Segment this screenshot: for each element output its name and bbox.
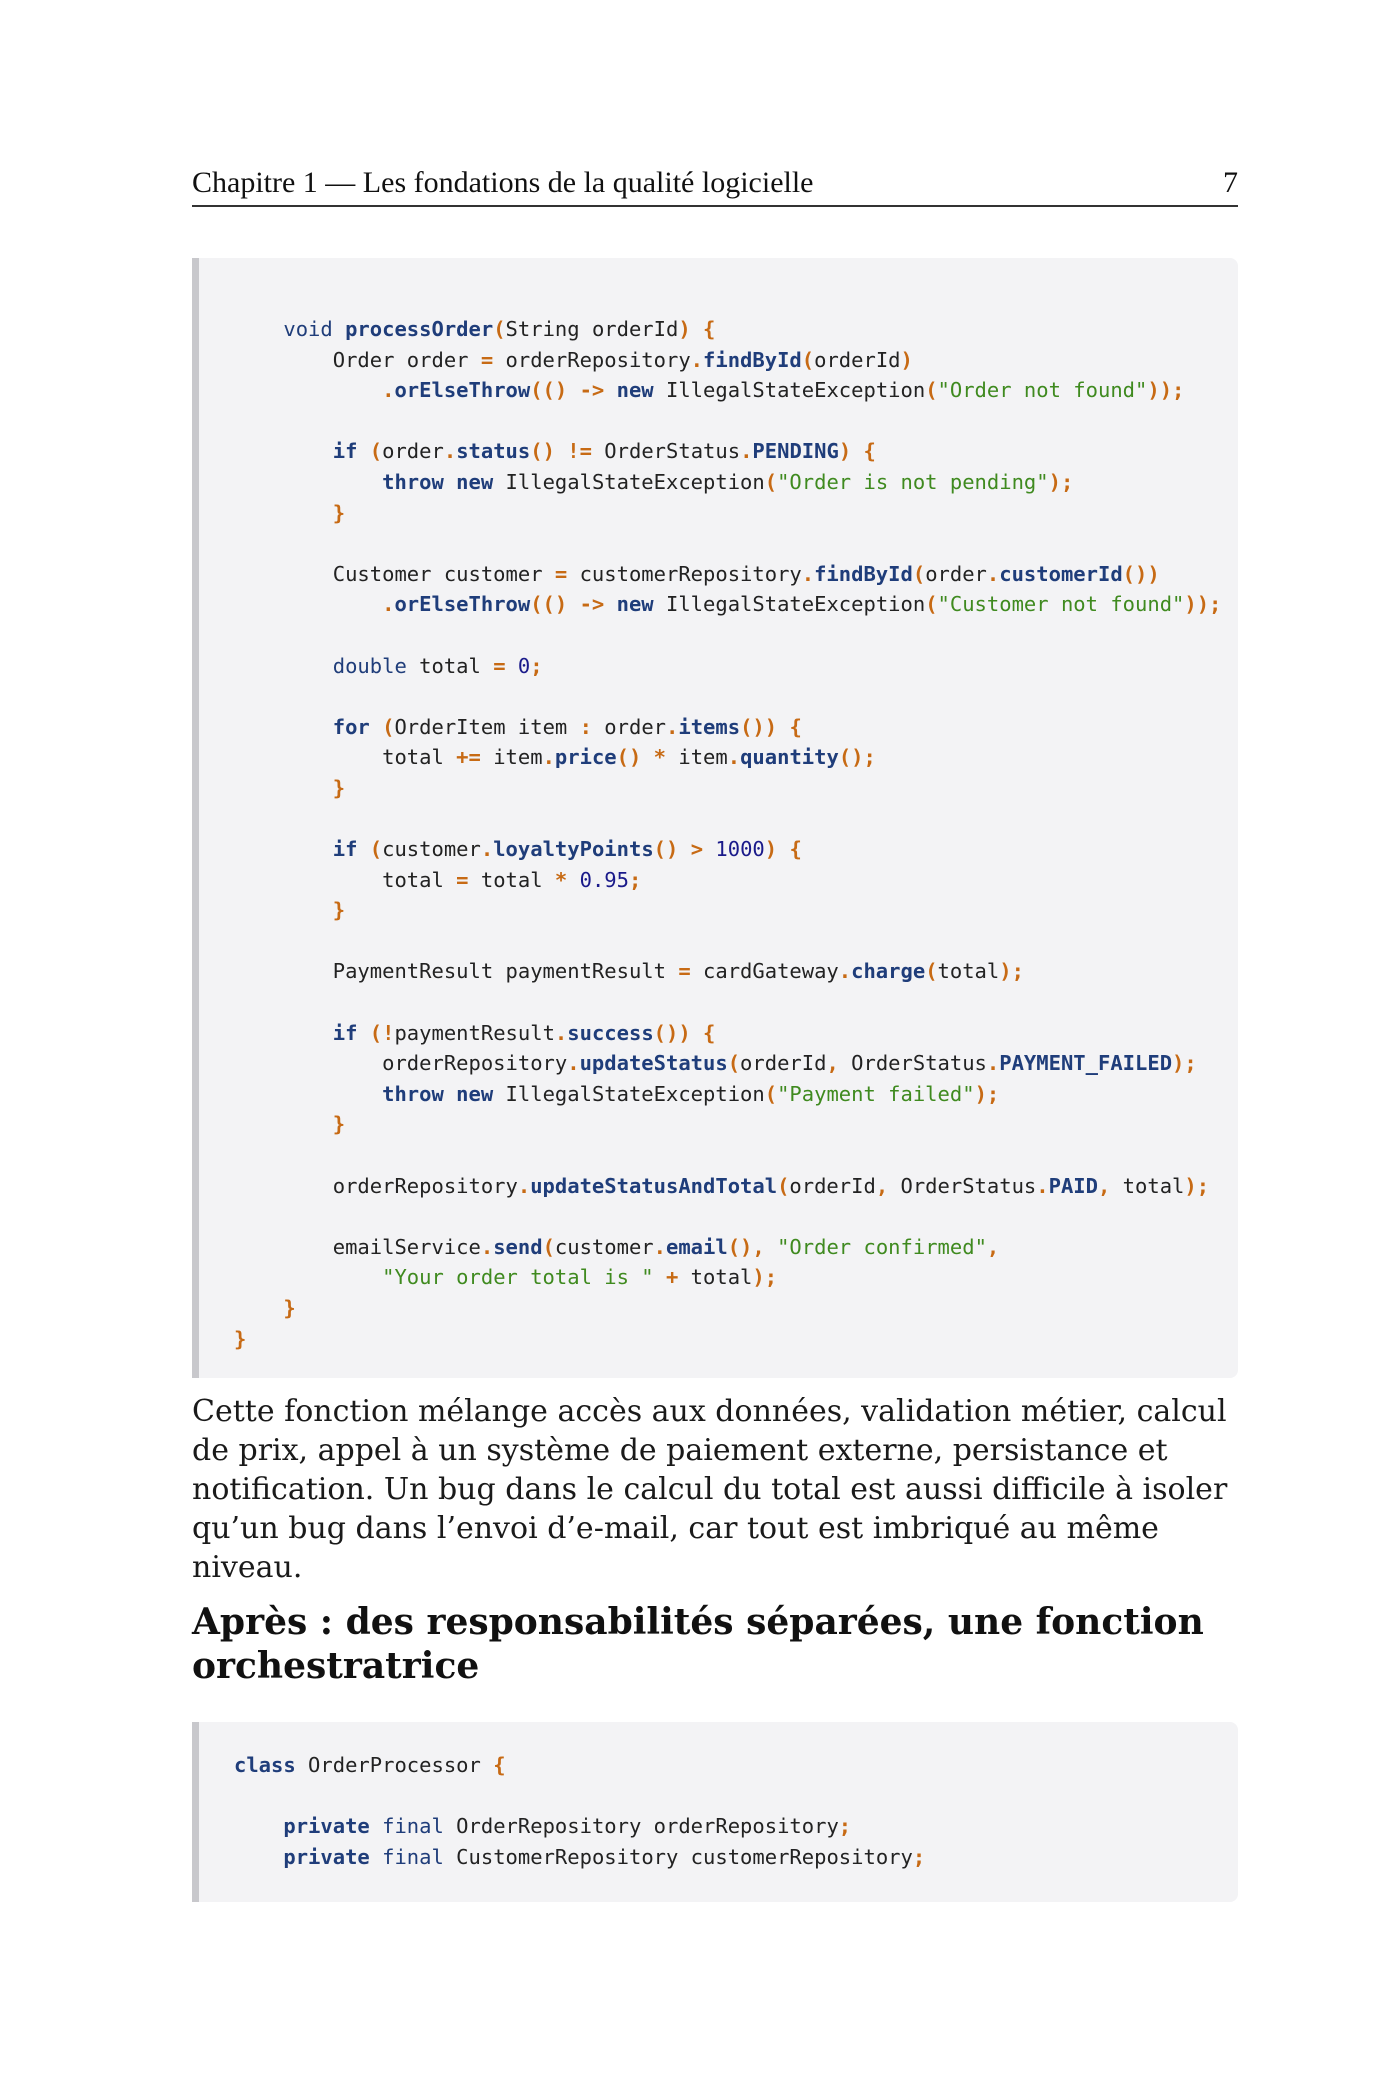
code-token: {	[789, 837, 802, 862]
code-token: .	[801, 561, 815, 586]
code-token: }	[332, 898, 346, 923]
code-token: customer	[554, 1234, 654, 1259]
code-token: 1000	[715, 837, 765, 862]
code-token: IllegalStateException	[493, 1081, 765, 1106]
code-token: findById	[814, 561, 913, 586]
code-token	[370, 1845, 382, 1869]
code-token: quantity	[740, 745, 839, 770]
code-line	[234, 1140, 1221, 1171]
code-token: .	[986, 1051, 1000, 1076]
code-token: {	[703, 317, 716, 341]
code-token	[234, 378, 382, 402]
section-heading: Après : des responsabilités séparées, une fonction orchestratrice	[192, 1601, 1204, 1687]
code-token: ;	[912, 1844, 926, 1869]
code-token: order	[925, 561, 987, 586]
code-token: IllegalStateException	[653, 378, 926, 403]
code-token: emailService	[234, 1234, 481, 1259]
code-token: status	[456, 439, 531, 464]
code-line	[234, 1018, 1221, 1049]
code-token: (	[369, 439, 383, 464]
code-token: .	[690, 347, 704, 372]
code-line	[234, 834, 1221, 865]
code-token: OrderRepository orderRepository	[443, 1814, 839, 1839]
code-token: ,	[986, 1234, 1000, 1259]
code-line	[234, 742, 1221, 773]
code-token: orderId	[814, 347, 901, 372]
code-token: total	[468, 867, 555, 892]
code-token: "Order is not pending"	[777, 469, 1049, 494]
code-token: if	[332, 837, 358, 862]
code-line	[234, 926, 1221, 957]
code-token	[691, 1021, 703, 1045]
code-token: customer	[382, 837, 481, 862]
code-token: .	[653, 1234, 666, 1259]
code-line	[234, 559, 1221, 590]
code-token: orElseThrow	[394, 592, 531, 617]
code-token: cardGateway	[690, 959, 839, 984]
code-token: throw	[382, 1081, 444, 1106]
code-token: .	[986, 561, 1000, 586]
code-token: "Customer not found"	[937, 592, 1185, 617]
code-token: send	[493, 1234, 543, 1259]
code-token: updateStatusAndTotal	[530, 1173, 778, 1198]
code-token	[234, 776, 333, 800]
code-token: =	[493, 653, 506, 678]
code-token	[678, 837, 690, 861]
code-token: *	[554, 867, 568, 892]
code-line	[234, 712, 1221, 743]
code-token: .	[382, 592, 395, 617]
code-line	[234, 895, 1221, 926]
code-token: =	[480, 347, 494, 372]
code-token: 0.95	[579, 867, 629, 892]
code-token	[234, 439, 333, 463]
code-token	[444, 1082, 456, 1106]
code-token: orderId	[740, 1051, 827, 1076]
code-token: ,	[875, 1173, 889, 1198]
code-token: OrderStatus	[838, 1051, 987, 1076]
code-token: loyaltyPoints	[493, 837, 654, 862]
code-token: "Order not found"	[937, 378, 1148, 403]
code-token: .	[727, 745, 741, 770]
code-token	[370, 1814, 382, 1838]
code-token: class	[234, 1753, 296, 1777]
code-token: orderRepository	[493, 347, 691, 372]
code-token: processOrder	[345, 317, 494, 341]
code-token	[357, 837, 369, 861]
code-token	[851, 439, 863, 463]
code-token: (	[493, 317, 506, 341]
code-token: email	[666, 1234, 728, 1259]
code-token: paymentResult	[394, 1020, 555, 1045]
code-line	[234, 1109, 1221, 1140]
code-token: total	[234, 867, 457, 892]
code-token: );	[1172, 1051, 1197, 1076]
code-token: OrderProcessor	[295, 1753, 494, 1777]
code-line	[234, 865, 1221, 896]
code-token: =	[678, 959, 691, 984]
code-token: ,	[826, 1051, 839, 1076]
code-token: ())	[1122, 561, 1160, 586]
code-token: (	[542, 1234, 555, 1259]
code-token: +	[665, 1265, 679, 1290]
code-token: ;	[530, 653, 543, 678]
code-line	[234, 1781, 925, 1812]
code-line	[234, 589, 1221, 620]
code-token	[567, 592, 579, 616]
code-listing	[234, 1750, 925, 1872]
code-token: total	[937, 959, 1000, 984]
code-line	[234, 987, 1221, 1018]
code-token: (	[369, 837, 383, 862]
code-token: total	[678, 1265, 753, 1290]
code-line	[234, 1293, 1221, 1324]
code-line	[234, 1811, 925, 1842]
code-token: ()	[653, 837, 679, 862]
code-token: PAYMENT_FAILED	[999, 1051, 1173, 1076]
code-token	[765, 1235, 777, 1259]
code-line	[234, 1324, 1221, 1355]
code-token: findById	[703, 347, 802, 372]
code-line	[234, 406, 1221, 437]
code-token: (	[925, 959, 938, 984]
body-paragraph: Cette fonction mélange accès aux données, validation métier, calcul de prix, appel à un système de paiement externe, persistance et notification. Un bug dans le calcul du total est aussi difficile à isoler qu’un bug dans l’envoi d’e-mail, car tout est imbriqué au même niveau.	[192, 1394, 1228, 1585]
code-token: .	[480, 837, 494, 862]
code-token: final	[382, 1814, 444, 1839]
code-line	[234, 1232, 1221, 1263]
code-token	[234, 837, 333, 861]
code-token	[234, 1265, 382, 1289]
code-token: private	[283, 1814, 370, 1839]
code-token: orderId	[789, 1173, 876, 1198]
code-block-process-order	[192, 258, 1238, 1378]
code-token: OrderStatus	[888, 1173, 1037, 1198]
code-token: );	[1048, 469, 1074, 494]
code-token	[604, 592, 616, 616]
code-line	[234, 651, 1221, 682]
code-line	[234, 1262, 1221, 1293]
code-token	[604, 378, 616, 402]
code-token: ;	[838, 1814, 852, 1839]
code-token: ));	[1147, 378, 1185, 403]
code-token	[654, 1265, 666, 1289]
code-token: ));	[1184, 592, 1222, 617]
code-token: (),	[727, 1234, 765, 1259]
code-token: Customer customer	[234, 561, 555, 586]
code-line	[234, 1201, 1221, 1232]
code-token: new	[456, 469, 494, 494]
code-token	[567, 868, 579, 892]
code-token	[567, 378, 579, 402]
code-token	[234, 1082, 382, 1106]
code-token: .	[838, 959, 852, 984]
code-token	[691, 317, 703, 341]
code-token: IllegalStateException	[493, 469, 765, 494]
code-token: {	[789, 714, 802, 739]
page-number: 7	[1223, 166, 1238, 199]
code-token: .	[517, 1173, 531, 1198]
code-token: item	[480, 745, 543, 770]
code-token	[703, 837, 715, 861]
code-listing	[234, 314, 1221, 1354]
code-token: .	[542, 745, 555, 770]
running-header	[192, 165, 1238, 207]
code-token: }	[332, 775, 346, 800]
code-token: total	[234, 745, 457, 770]
code-token: PAID	[1048, 1173, 1098, 1198]
code-token	[370, 715, 382, 739]
code-token: .	[382, 378, 395, 403]
code-token: String orderId	[505, 317, 679, 341]
code-token	[444, 470, 456, 494]
code-token: )	[900, 347, 913, 372]
code-token	[506, 654, 518, 678]
code-token: order	[591, 714, 667, 739]
code-token: final	[382, 1844, 444, 1869]
code-line	[234, 804, 1221, 835]
code-block-order-processor	[192, 1722, 1238, 1902]
code-line	[234, 528, 1221, 559]
code-token	[357, 439, 369, 463]
code-token: OrderStatus	[591, 439, 741, 464]
code-token	[777, 715, 789, 739]
code-token: {	[703, 1020, 716, 1045]
code-token: "Your order total is "	[382, 1265, 654, 1290]
code-token	[357, 1021, 369, 1045]
code-token: !=	[567, 439, 592, 464]
code-token: (	[727, 1051, 741, 1076]
code-token: }	[283, 1296, 296, 1320]
code-token: ())	[653, 1020, 691, 1045]
code-token: (	[382, 714, 395, 739]
code-token: double	[332, 653, 407, 678]
code-token: );	[1184, 1173, 1210, 1198]
code-token: );	[752, 1265, 778, 1290]
code-token	[777, 837, 789, 861]
code-token: );	[974, 1081, 1000, 1106]
code-token	[234, 1296, 283, 1320]
code-token: customerRepository	[567, 561, 802, 586]
code-token: PENDING	[752, 439, 839, 464]
code-token: }	[332, 500, 346, 525]
code-line	[234, 1750, 925, 1781]
code-token: (	[912, 561, 926, 586]
code-token: (()	[530, 592, 568, 617]
code-token	[234, 1845, 283, 1869]
code-token: =	[456, 867, 469, 892]
code-token: updateStatus	[579, 1051, 728, 1076]
code-token: new	[616, 378, 654, 403]
code-token: (	[801, 347, 815, 372]
code-line	[234, 1171, 1221, 1202]
code-token: total	[1110, 1173, 1185, 1198]
code-token: new	[616, 592, 654, 617]
code-token: if	[332, 1020, 358, 1045]
code-token: +=	[456, 745, 481, 770]
code-token: total	[406, 653, 494, 678]
code-token: }	[234, 1326, 247, 1351]
code-token	[234, 592, 382, 616]
code-line	[234, 436, 1221, 467]
code-token: ;	[628, 867, 642, 892]
code-line	[234, 314, 1221, 345]
code-line	[234, 498, 1221, 529]
code-token: );	[999, 959, 1024, 984]
code-line	[234, 1048, 1221, 1079]
code-line	[234, 1842, 925, 1873]
code-token: ())	[740, 714, 778, 739]
code-token: .	[666, 714, 679, 739]
code-token: Order order	[234, 347, 481, 372]
code-token: )	[678, 317, 691, 341]
code-token	[234, 1112, 333, 1136]
code-token	[234, 1021, 333, 1045]
code-line	[234, 681, 1221, 712]
code-token: orderRepository	[234, 1051, 568, 1076]
code-line	[234, 956, 1221, 987]
code-token: :	[579, 714, 592, 739]
code-token: price	[554, 745, 617, 770]
code-token: (()	[530, 378, 568, 403]
code-token: ->	[579, 592, 605, 617]
code-token: *	[653, 745, 667, 770]
code-token	[641, 745, 653, 769]
code-line	[234, 375, 1221, 406]
code-token: .	[443, 439, 457, 464]
code-token	[234, 501, 333, 525]
code-token: ()	[530, 439, 555, 464]
code-token: orderRepository	[234, 1173, 518, 1198]
code-token: throw	[382, 469, 444, 494]
code-token: item	[666, 745, 728, 770]
code-token: private	[283, 1844, 370, 1869]
code-token: PaymentResult paymentResult	[234, 959, 679, 984]
code-token: items	[678, 714, 741, 739]
code-token	[234, 654, 333, 678]
code-token: =	[554, 561, 568, 586]
code-token: {	[493, 1753, 506, 1777]
code-token: .	[480, 1234, 494, 1259]
code-token: }	[332, 1112, 346, 1137]
code-token: "Payment failed"	[777, 1081, 975, 1106]
code-token: )	[764, 837, 778, 862]
code-token: success	[567, 1020, 654, 1045]
code-token: (	[764, 469, 778, 494]
code-token: ();	[838, 745, 876, 770]
code-token: (!	[369, 1020, 395, 1045]
code-token: CustomerRepository customerRepository	[443, 1844, 913, 1869]
code-token: (	[925, 378, 938, 403]
chapter-title: Chapitre 1 — Les fondations de la qualité logicielle	[192, 166, 814, 199]
code-token: >	[690, 837, 704, 862]
code-token: void	[283, 317, 333, 341]
code-token: "Order confirmed"	[777, 1234, 987, 1259]
code-token: (	[777, 1173, 790, 1198]
code-token: for	[332, 714, 370, 739]
code-token: ->	[579, 378, 605, 403]
code-token: orElseThrow	[394, 378, 531, 403]
code-line	[234, 467, 1221, 498]
code-token	[234, 898, 333, 922]
code-line	[234, 773, 1221, 804]
code-token: {	[863, 439, 876, 464]
code-token: order	[382, 439, 444, 464]
code-token: 0	[517, 653, 531, 678]
code-token: (	[764, 1081, 778, 1106]
code-token: new	[456, 1081, 494, 1106]
code-token: OrderItem item	[394, 714, 580, 739]
code-token: charge	[851, 959, 926, 984]
code-token: )	[838, 439, 852, 464]
code-token: .	[554, 1020, 568, 1045]
code-token	[333, 317, 345, 341]
code-token: .	[567, 1051, 580, 1076]
code-token: ,	[1097, 1173, 1111, 1198]
code-token	[555, 439, 567, 463]
code-token: if	[332, 439, 358, 464]
code-token: IllegalStateException	[653, 592, 926, 617]
code-token: ()	[616, 745, 642, 770]
code-token	[234, 715, 333, 739]
code-token: .	[1036, 1173, 1049, 1198]
code-line	[234, 345, 1221, 376]
code-token: customerId	[999, 561, 1123, 586]
code-token: (	[925, 592, 938, 617]
code-line	[234, 1079, 1221, 1110]
code-line	[234, 620, 1221, 651]
code-token	[234, 317, 283, 341]
code-token: .	[740, 439, 753, 464]
code-token	[234, 1814, 283, 1838]
code-token	[234, 470, 382, 494]
